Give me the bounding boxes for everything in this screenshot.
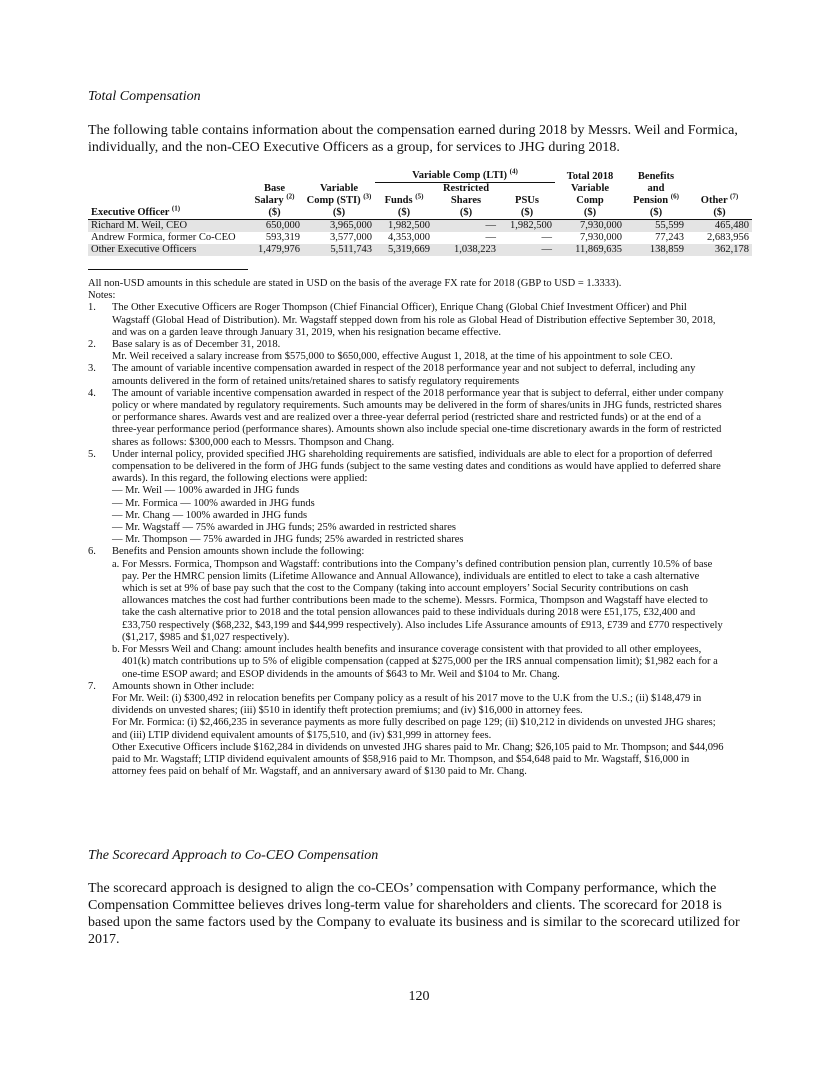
note-line: — Mr. Chang — 100% awarded in JHG funds: [112, 509, 308, 521]
cell-benefits-pension: 138,859: [625, 244, 687, 256]
note-line: Benefits and Pension amounts shown include the following:: [112, 546, 365, 558]
cell-restricted-shares: —: [433, 220, 499, 233]
note-line: Wagstaff (Global Head of Distribution). Mr. Wagstaff stepped down from his role as Global Head of Distribution effective September 30, 2018,: [112, 314, 716, 326]
cell-benefits-pension: 55,599: [625, 220, 687, 233]
note-line: one-time ESOP award; and ESOP dividends in the amounts of $643 to Mr. Weil and $104 to Mr. Chang.: [122, 668, 560, 680]
cell-benefits-pension: 77,243: [655, 232, 684, 243]
note-line: policy or where mandated by regulatory requirements. Such amounts may be delivered in the form of shares/units in JHG funds, restricted shares: [112, 400, 722, 412]
cell-total-variable-comp: 7,930,000: [555, 220, 625, 233]
unit-label: ($): [625, 207, 687, 220]
note-line: paid to Mr. Wagstaff; LTIP dividend equivalent amounts of $58,916 paid to Mr. Thompson, and $54,648 paid to Mr. Wagstaff, $16,000 in: [112, 753, 690, 765]
closing-paragraph: The scorecard approach is designed to align the co-CEOs’ compensation with Company performance, which the Compensation Committee believes drives long-term value for shareholders and clients. The scorecard for 2018 is based upon the same factors used by the Company to evaluate its business and is similar to the scorecard utilized for 2017.: [88, 881, 740, 947]
note-line: Base salary is as of December 31, 2018.: [112, 339, 281, 351]
table-header-units-row: [88, 207, 752, 220]
header-restricted-line2: Shares: [450, 195, 482, 206]
table-row: [88, 232, 752, 244]
note-number: 4.: [88, 387, 96, 399]
table-row: [88, 244, 752, 256]
note-5: [88, 449, 750, 547]
cell-funds: 5,319,669: [375, 244, 433, 256]
note-line: allowances matches the cost had further contributions been made to the scheme). Messrs. Formica, Thompson and Wagstaff have elected to: [122, 595, 708, 607]
cell-total-variable-comp: 7,930,000: [580, 232, 622, 243]
note-line: dividends on unvested shares; (iii) $510 in identify theft protection premiums; and (iv) $16,000 in attorney fees.: [112, 705, 583, 717]
header-psus: PSUs: [515, 195, 539, 206]
table-row: [88, 220, 752, 233]
header-other: Other $^{(7)}$: [700, 192, 739, 206]
table-header-row-3: [88, 195, 752, 207]
note-line: Other Executive Officers include $162,284 in dividends on unvested JHG shares paid to Mr. Chang; $26,105 paid to Mr. Thompson; and $44,096: [112, 741, 724, 753]
cell-other: 465,480: [687, 220, 752, 233]
note-line: For Messrs Weil and Chang: amount includes health benefits and insurance coverage consistent with that provided to all other employees,: [122, 644, 702, 656]
row-officer-name: Andrew Formica, former Co-CEO: [91, 232, 236, 243]
note-line: For Mr. Formica: (i) $2,466,235 in severance payments as more fully described on page 129; (ii) $10,212 in dividends on unvested JHG shares;: [112, 717, 716, 729]
note-number: 5.: [88, 448, 96, 460]
header-total-line3: Comp: [576, 195, 604, 206]
note-6: [88, 546, 750, 680]
note-number: 1.: [88, 302, 96, 314]
header-total-line2: Variable: [570, 183, 610, 194]
header-benefits-line2: and: [647, 183, 665, 194]
group-header-variable-comp-lti: Variable Comp (LTI) $^{(4)}$: [375, 170, 555, 183]
note-line: Amounts shown in Other include:: [112, 680, 255, 692]
note-line: The amount of variable incentive compensation awarded in respect of the 2018 performance year that is subject to deferral, either under company: [112, 387, 724, 399]
note-line: — Mr. Thompson — 75% awarded in JHG funds; 25% awarded in restricted shares: [112, 534, 464, 546]
header-benefits-line3: Pension $^{(6)}$: [633, 192, 679, 206]
footnotes: [88, 278, 750, 778]
cell-restricted-shares: —: [485, 232, 496, 243]
table-group-header-row: [88, 170, 752, 183]
note-line: Mr. Weil received a salary increase from $575,000 to $650,000, effective August 1, 2018, at the time of his appointment to sole CEO.: [112, 351, 673, 363]
note-number: 2.: [88, 339, 96, 351]
header-variable-line2: Comp (STI) $^{(3)}$: [306, 192, 372, 206]
cell-other: 2,683,956: [707, 232, 749, 243]
cell-variable-comp: 3,965,000: [303, 220, 375, 233]
section-title-total-compensation: Total Compensation: [88, 89, 201, 104]
note-line: The Other Executive Officers are Roger Thompson (Chief Financial Officer), Enrique Chang (Global Chief Investment Officer) and Phil: [112, 302, 687, 314]
note-line: — Mr. Wagstaff — 75% awarded in JHG funds; 25% awarded in restricted shares: [112, 522, 457, 534]
note-line: three-year performance period (performance shares). Amounts shown also include special one-time discretionary awards in the form of restricted: [112, 424, 722, 436]
cell-total-variable-comp: 11,869,635: [555, 244, 625, 256]
cell-variable-comp: 3,577,000: [330, 232, 372, 243]
header-funds: Funds $^{(5)}$: [384, 192, 424, 206]
header-base-line2: Salary $^{(2)}$: [254, 192, 295, 206]
note-line: — Mr. Formica — 100% awarded in JHG funds: [112, 497, 315, 509]
note-line: Under internal policy, provided specified JHG shareholding requirements are satisfied, individuals are able to elect for a proportion of deferred: [112, 448, 713, 460]
cell-other: 362,178: [687, 244, 752, 256]
header-total-line1: Total 2018: [566, 170, 614, 182]
page-number: 120: [408, 989, 430, 1004]
note-sub-number: a.: [112, 558, 120, 570]
note-line: For Mr. Weil: (i) $300,492 in relocation benefits per Company policy as a result of his 2017 move to the U.K from the U.S.; (ii) $148,479 in: [112, 692, 702, 704]
note-line: compensation to be delivered in the form of JHG funds (subject to the same vesting dates and conditions as would have applied to deferred share: [112, 461, 721, 473]
header-executive-officer: Executive Officer $^{(1)}$: [88, 207, 246, 220]
note-line: or performance shares. Awards vest and are realized over a three-year deferral period (restricted share and restricted funds) or at the end of a: [112, 412, 702, 424]
row-officer-name: Richard M. Weil, CEO: [88, 220, 246, 233]
cell-funds: 1,982,500: [375, 220, 433, 233]
note-6b: [112, 644, 750, 681]
note-line: awards). In this regard, the following elections were applied:: [112, 473, 368, 485]
cell-base-salary: 1,479,976: [246, 244, 303, 256]
cell-variable-comp: 5,511,743: [303, 244, 375, 256]
footnote-divider: [88, 269, 248, 270]
note-7: [88, 681, 750, 779]
note-number: 7.: [88, 680, 96, 692]
note-2: [88, 339, 750, 363]
note-line: pay. Per the HMRC pension limits (Lifetime Allowance and Annual Allowance), individuals are entitled to elect to take a cash alternative: [122, 570, 700, 582]
unit-label: ($): [246, 207, 303, 220]
cell-base-salary: 593,319: [265, 232, 300, 243]
notes-label: Notes:: [88, 290, 116, 302]
intro-paragraph: The following table contains information about the compensation earned during 2018 by Messrs. Weil and Formica, individually, and the non-CEO Executive Officers as a group, for services to JHG during 2018.: [88, 123, 738, 155]
note-line: which is set at 9% of base pay such that the cost to the Company (taking into account employers’ Social Security contributions on cash: [122, 583, 689, 595]
note-line: — Mr. Weil — 100% awarded in JHG funds: [112, 485, 300, 497]
cell-restricted-shares: 1,038,223: [433, 244, 499, 256]
unit-label: ($): [375, 207, 433, 220]
cell-base-salary: 650,000: [246, 220, 303, 233]
row-officer-name: Other Executive Officers: [88, 244, 246, 256]
unit-label: ($): [687, 207, 752, 220]
compensation-table: [88, 167, 752, 256]
unit-label: ($): [499, 207, 555, 220]
unit-label: ($): [433, 207, 499, 220]
unit-label: ($): [303, 207, 375, 220]
note-number: 3.: [88, 363, 96, 375]
unit-label: ($): [555, 207, 625, 220]
cell-psus: —: [499, 244, 555, 256]
section-title-scorecard: The Scorecard Approach to Co-CEO Compensation: [88, 848, 379, 863]
note-line: and was on a garden leave through January 31, 2019, when his resignation became effective.: [112, 326, 502, 338]
header-variable-line1: Variable: [319, 183, 359, 194]
note-number: 6.: [88, 546, 96, 558]
note-line: The amount of variable incentive compensation awarded in respect of the 2018 performance year and not subject to deferral, including any: [112, 363, 696, 375]
note-line: amounts delivered in the form of retained units/retained shares to satisfy regulatory requirements: [112, 375, 520, 387]
cell-funds: 4,353,000: [388, 232, 430, 243]
fx-note: All non-USD amounts in this schedule are stated in USD on the basis of the average FX rate for 2018 (GBP to USD = 1.3333).: [88, 278, 622, 289]
note-line: ($1,217, $985 and $1,027 respectively).: [122, 631, 290, 643]
cell-psus: —: [541, 232, 552, 243]
cell-psus: 1,982,500: [499, 220, 555, 233]
note-line: 401(k) match contributions up to 5% of eligible compensation (capped at $275,000 per the IRS annual compensation limit); $1,982 each for a: [122, 656, 718, 668]
note-3: [88, 363, 750, 387]
note-line: take the cash alternative prior to 2018 and the total pension allowances paid to these individuals during 2018 were £51,175, £32,400 and: [122, 607, 696, 619]
note-1: [88, 302, 750, 339]
header-base-line1: Base: [264, 183, 285, 194]
note-line: shares as follows: $300,000 each to Messrs. Thompson and Chang.: [112, 436, 395, 448]
note-line: For Messrs. Formica, Thompson and Wagstaff: contributions into the Company’s defined contribution pension plan, currently 10.5% of base: [122, 558, 713, 570]
note-line: attorney fees paid on behalf of Mr. Wagstaff, and an anniversary award of $130 paid to Mr. Chang.: [112, 766, 527, 778]
note-line: and (iii) LTIP dividend equivalent amounts of $175,510, and (iv) $31,999 in attorney fees.: [112, 729, 492, 741]
note-line: £33,750 respectively ($68,232, $43,199 and $44,999 respectively). Also includes Life Assurance amounts of £913, £739 and £770 respectively: [122, 619, 723, 631]
note-6a: [112, 559, 750, 644]
note-4: [88, 388, 750, 449]
note-sub-number: b.: [112, 644, 120, 656]
header-benefits-line1: Benefits: [637, 170, 675, 182]
header-restricted-line1: Restricted: [442, 183, 490, 194]
